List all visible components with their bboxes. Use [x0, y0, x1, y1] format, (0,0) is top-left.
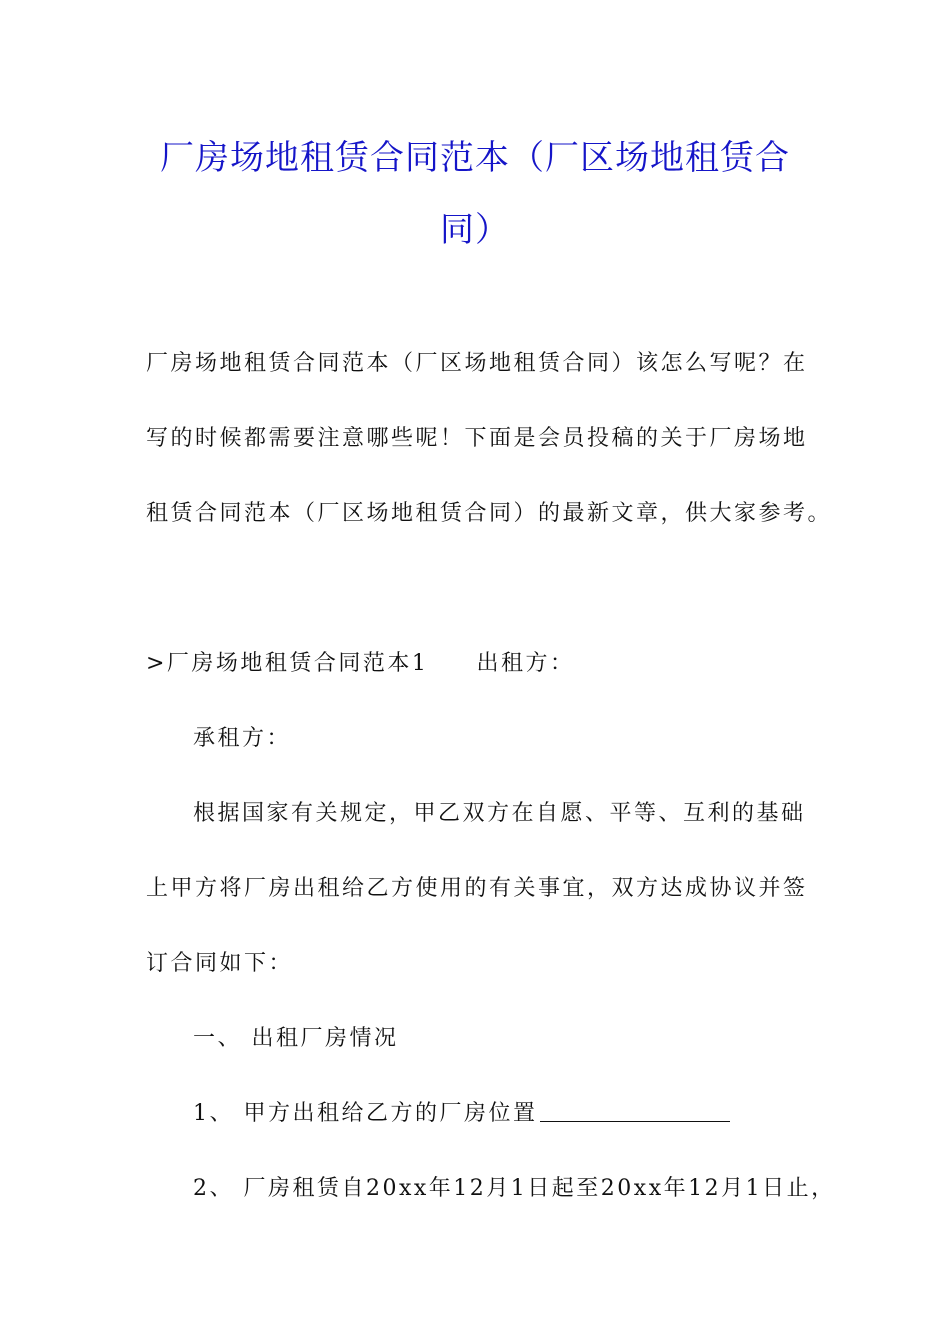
document-title-line-2: 同）	[440, 210, 510, 250]
preamble-line-3: 订合同如下：	[146, 951, 294, 976]
preamble-line-1: 根据国家有关规定，甲乙双方在自愿、平等、互利的基础	[193, 801, 806, 826]
lessor-label: 出租方：	[476, 651, 575, 676]
intro-paragraph-line-2: 写的时候都需要注意哪些呢！下面是会员投稿的关于厂房场地	[146, 426, 808, 451]
intro-paragraph-line-1: 厂房场地租赁合同范本（厂区场地租赁合同）该怎么写呢？在	[146, 351, 808, 376]
item-2-text: 2、 厂房租赁自20xx年12月1日起至20xx年12月1日止，	[193, 1176, 836, 1201]
item-1-row	[193, 1096, 730, 1127]
section-1-title: 一、 出租厂房情况	[193, 1026, 399, 1051]
contract-heading-row	[146, 646, 574, 677]
intro-paragraph-line-3: 租赁合同范本（厂区场地租赁合同）的最新文章，供大家参考。	[146, 501, 833, 526]
lessee-label: 承租方：	[193, 726, 292, 751]
location-blank-line	[540, 1101, 730, 1122]
document-title-line-1: 厂房场地租赁合同范本（厂区场地租赁合	[160, 138, 790, 178]
contract-heading: >厂房场地租赁合同范本1	[146, 651, 429, 676]
preamble-line-2: 上甲方将厂房出租给乙方使用的有关事宜，双方达成协议并签	[146, 876, 808, 901]
item-1-text: 1、 甲方出租给乙方的厂房位置	[193, 1101, 538, 1126]
